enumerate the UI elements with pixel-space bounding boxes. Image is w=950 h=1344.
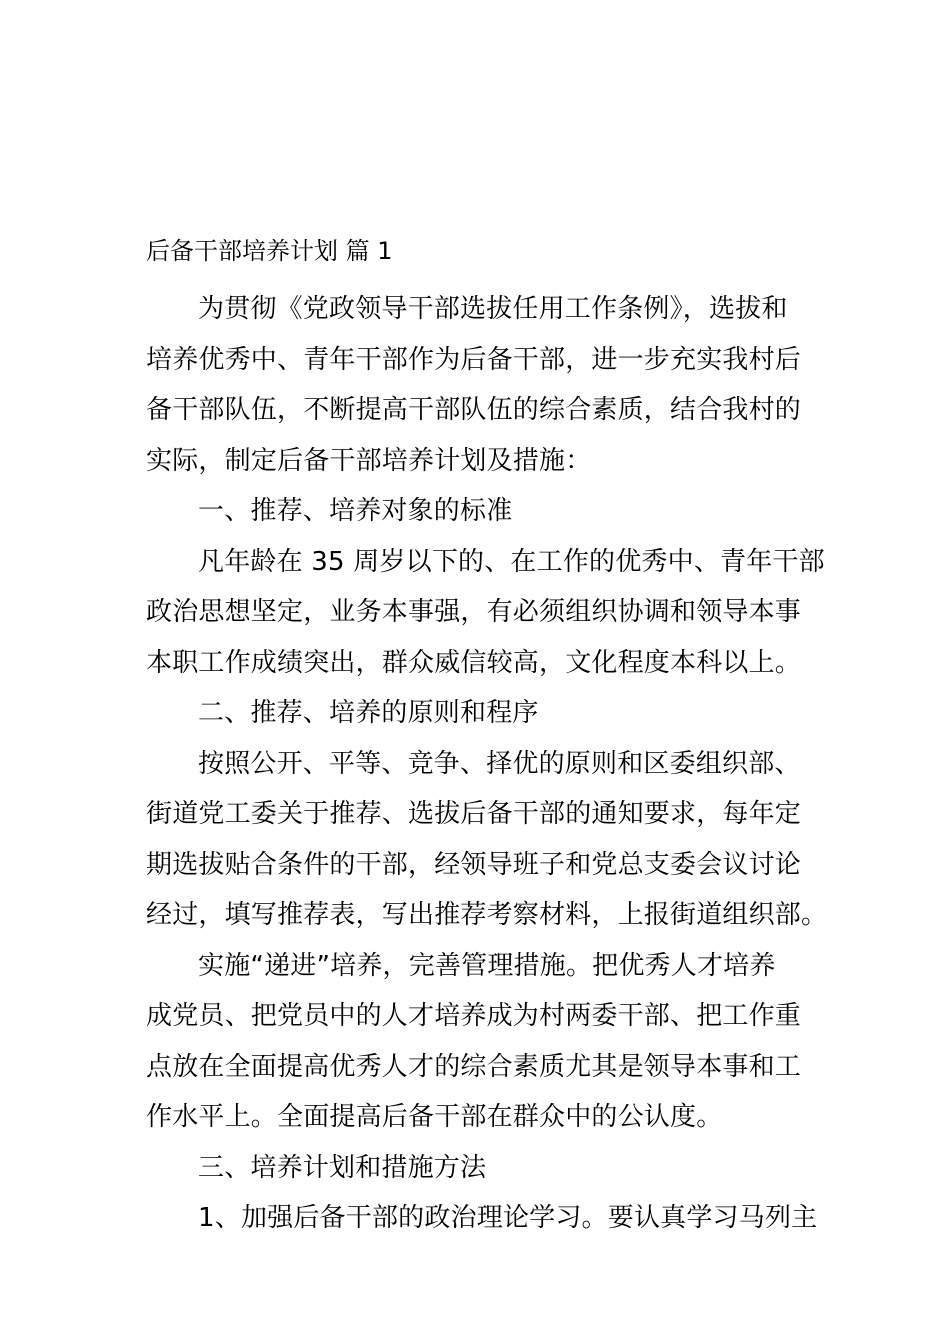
text-line: 实施“递进”培养，完善管理措施。把优秀人才培养	[198, 950, 776, 981]
text-line: 点放在全面提高优秀人才的综合素质尤其是领导本事和工	[146, 1051, 802, 1082]
paragraph-procedure	[146, 739, 828, 941]
text-line: 备干部队伍，不断提高干部队伍的综合素质，结合我村的	[146, 395, 802, 425]
document-title: 后备干部培养计划 篇 1	[146, 237, 393, 265]
section-heading-3	[146, 1143, 806, 1194]
text-line: 培养优秀中、青年干部作为后备干部，进一步充实我村后	[146, 344, 802, 375]
text-line: 成党员、把党员中的人才培养成为村两委干部、把工作重	[146, 1001, 802, 1031]
text-line: 为贯彻《党政领导干部选拔任用工作条例》，选拔和	[198, 294, 788, 324]
text-line: 一、推荐、培养对象的标准	[198, 496, 513, 526]
text-line: 期选拔贴合条件的干部，经领导班子和党总支委会议讨论	[146, 849, 802, 880]
text-line: 经过，填写推荐表，写出推荐考察材料，上报街道组织部。	[146, 900, 828, 930]
paragraph-progressive-training	[146, 941, 806, 1143]
text-line: 作水平上。全面提高后备干部在群众中的公认度。	[146, 1102, 723, 1132]
document-body	[146, 226, 828, 1244]
text-line: 本职工作成绩突出，群众威信较高，文化程度本科以上。	[146, 647, 802, 678]
section-heading-2	[146, 688, 806, 739]
section-heading-1	[146, 486, 806, 537]
text-line: 凡年龄在 35 周岁以下的、在工作的优秀中、青年干部	[198, 546, 825, 577]
paragraph-standard	[146, 537, 825, 689]
text-line: 三、培养计划和措施方法	[198, 1152, 487, 1183]
text-line: 二、推荐、培养的原则和程序	[198, 698, 539, 728]
text-line: 按照公开、平等、竞争、择优的原则和区委组织部、	[198, 748, 801, 779]
paragraph-intro	[146, 284, 806, 486]
text-line: 1、加强后备干部的政治理论学习。要认真学习马列主	[198, 1203, 818, 1233]
text-line: 实际，制定后备干部培养计划及措施：	[146, 445, 592, 476]
paragraph-study	[146, 1193, 818, 1244]
text-line: 政治思想坚定，业务本事强，有必须组织协调和领导本事	[146, 597, 802, 627]
text-line: 街道党工委关于推荐、选拔后备干部的通知要求，每年定	[146, 799, 802, 829]
